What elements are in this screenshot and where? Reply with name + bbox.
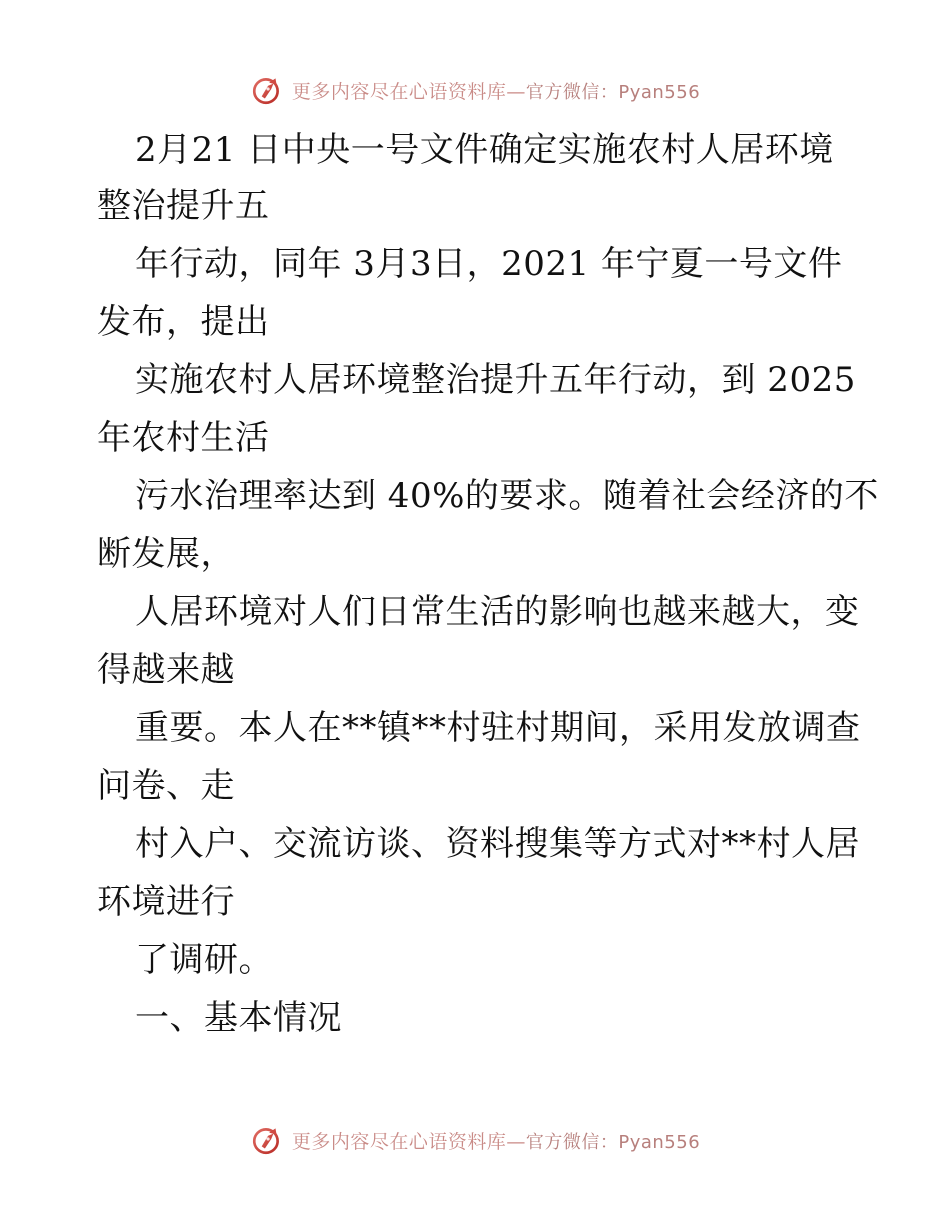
paragraph-line: 年行动，同年 3月3日，2021 年宁夏一号文件 [135, 244, 843, 284]
paragraph-line: 断发展， [97, 534, 235, 574]
paragraph-line: 村入户、交流访谈、资料搜集等方式对**村人居 [135, 824, 860, 864]
paragraph-line: 2月21 日中央一号文件确定实施农村人居环境 [135, 130, 834, 170]
paragraph-line: 了调研。 [135, 940, 273, 980]
banner-message [292, 1127, 700, 1154]
paragraph-line: 得越来越 [97, 650, 235, 690]
pen-nib-logo-icon [250, 1123, 284, 1157]
paragraph-line: 实施农村人居环境整治提升五年行动，到 2025 [135, 360, 856, 400]
header-banner [0, 70, 950, 110]
banner-prefix-text: 更多内容尽在心语资料库— [291, 80, 526, 103]
paragraph-line: 发布，提出 [97, 302, 270, 342]
banner-wechat-text: 官方微信：Pyan556 [525, 81, 701, 103]
paragraph-line: 环境进行 [97, 882, 235, 922]
paragraph-line: 整治提升五 [97, 186, 270, 226]
footer-banner [0, 1120, 950, 1160]
paragraph-line: 年农村生活 [97, 418, 270, 458]
section-heading: 一、基本情况 [135, 998, 342, 1038]
banner-prefix-text: 更多内容尽在心语资料库— [291, 1130, 526, 1153]
banner-wechat-text: 官方微信：Pyan556 [525, 1131, 701, 1153]
paragraph-line: 问卷、走 [97, 766, 235, 806]
paragraph-line: 污水治理率达到 40%的要求。随着社会经济的不 [135, 476, 879, 516]
paragraph-line: 重要。本人在**镇**村驻村期间，采用发放调查 [135, 708, 861, 748]
banner-message [292, 77, 700, 104]
paragraph-line: 人居环境对人们日常生活的影响也越来越大，变 [135, 592, 860, 632]
pen-nib-logo-icon [250, 73, 284, 107]
